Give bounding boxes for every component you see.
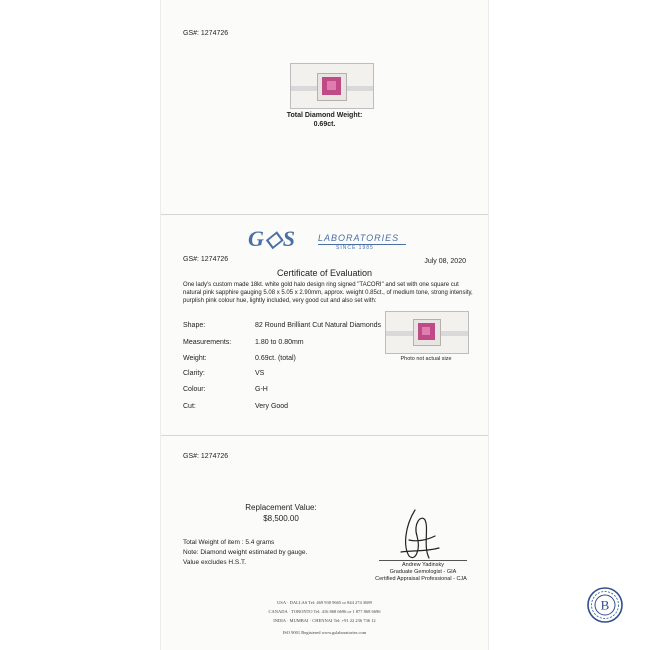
replacement-value: $8,500.00 — [263, 514, 299, 523]
certificate-description: One lady's custom made 18kt. white gold halo design ring signed "TACORI" and set with one square cut natural pink sapphire gauging 5.08 x 5.05 x 2.90mm, approx. weight 0.85ct., of medium tone, strong intensity, purplish pink colour hue, lightly included, very good cut and also set with: — [183, 282, 473, 304]
footer-line: INDIA · MUMBAI · CHENNAI Tel: +91 22 236 736 12 — [273, 618, 376, 623]
gem-highlight — [422, 327, 430, 335]
gs-laboratories-logo — [248, 226, 408, 252]
ring-photo-top — [290, 63, 374, 109]
total-weight: Total Weight of item : 5.4 grams — [183, 539, 275, 546]
row-label: Clarity: — [183, 370, 205, 377]
footer-line: CANADA · TORONTO Tel: 416 868 6696 or 1 877 868 6696 — [268, 609, 381, 614]
logo-since: SINCE 1985 — [336, 245, 374, 251]
row-value: 0.69ct. (total) — [255, 355, 296, 362]
signer-title: Certified Appraisal Professional - CJA — [375, 576, 467, 582]
badge-letter: B — [600, 597, 610, 613]
row-value: VS — [255, 370, 265, 377]
row-value: G-H — [255, 386, 268, 393]
replacement-label: Replacement Value: — [245, 503, 317, 512]
tax-note: Value excludes H.S.T. — [183, 559, 247, 566]
logo-mark: G◇S — [248, 226, 297, 251]
row-value: 1.80 to 0.80mm — [255, 339, 304, 346]
row-value: 82 Round Brilliant Cut Natural Diamonds — [255, 322, 382, 329]
total-diamond-weight: 0.69ct. — [313, 121, 336, 128]
certificate-gs-number: GS#: 1274726 — [183, 256, 229, 263]
valuation-gs-number: GS#: 1274726 — [183, 453, 229, 460]
row-label: Shape: — [183, 322, 206, 329]
top-gs-number: GS#: 1274726 — [183, 30, 229, 37]
logo-laboratories: LABORATORIES — [318, 233, 400, 243]
signer-name: Andrew Yadinsky — [402, 562, 444, 568]
certificate-title: Certificate of Evaluation — [276, 268, 373, 278]
fold-line — [161, 435, 488, 436]
row-value: Very Good — [255, 403, 289, 410]
signer-title: Graduate Gemologist - GIA — [389, 569, 457, 575]
signature — [395, 506, 441, 564]
footer-line: ISO 9001 Registered www.gslaboratories.com — [282, 630, 367, 635]
total-diamond-caption: Total Diamond Weight: — [286, 112, 363, 119]
photo-caption: Photo not actual size — [400, 356, 452, 362]
signature-line — [379, 560, 467, 561]
brand-badge-icon — [586, 586, 624, 624]
row-label: Weight: — [183, 355, 207, 362]
gem-highlight — [327, 81, 336, 90]
fold-line — [161, 214, 488, 215]
weight-note: Note: Diamond weight estimated by gauge. — [183, 549, 308, 556]
row-label: Measurements: — [183, 339, 232, 346]
certificate-document — [161, 0, 488, 650]
row-label: Colour: — [183, 386, 206, 393]
footer-line: USA · DALLAS Tel: 469 930 9665 or 844 274 3689 — [277, 600, 372, 605]
certificate-date: July 08, 2020 — [424, 258, 466, 265]
row-label: Cut: — [183, 403, 196, 410]
ring-photo-certificate — [385, 311, 469, 354]
